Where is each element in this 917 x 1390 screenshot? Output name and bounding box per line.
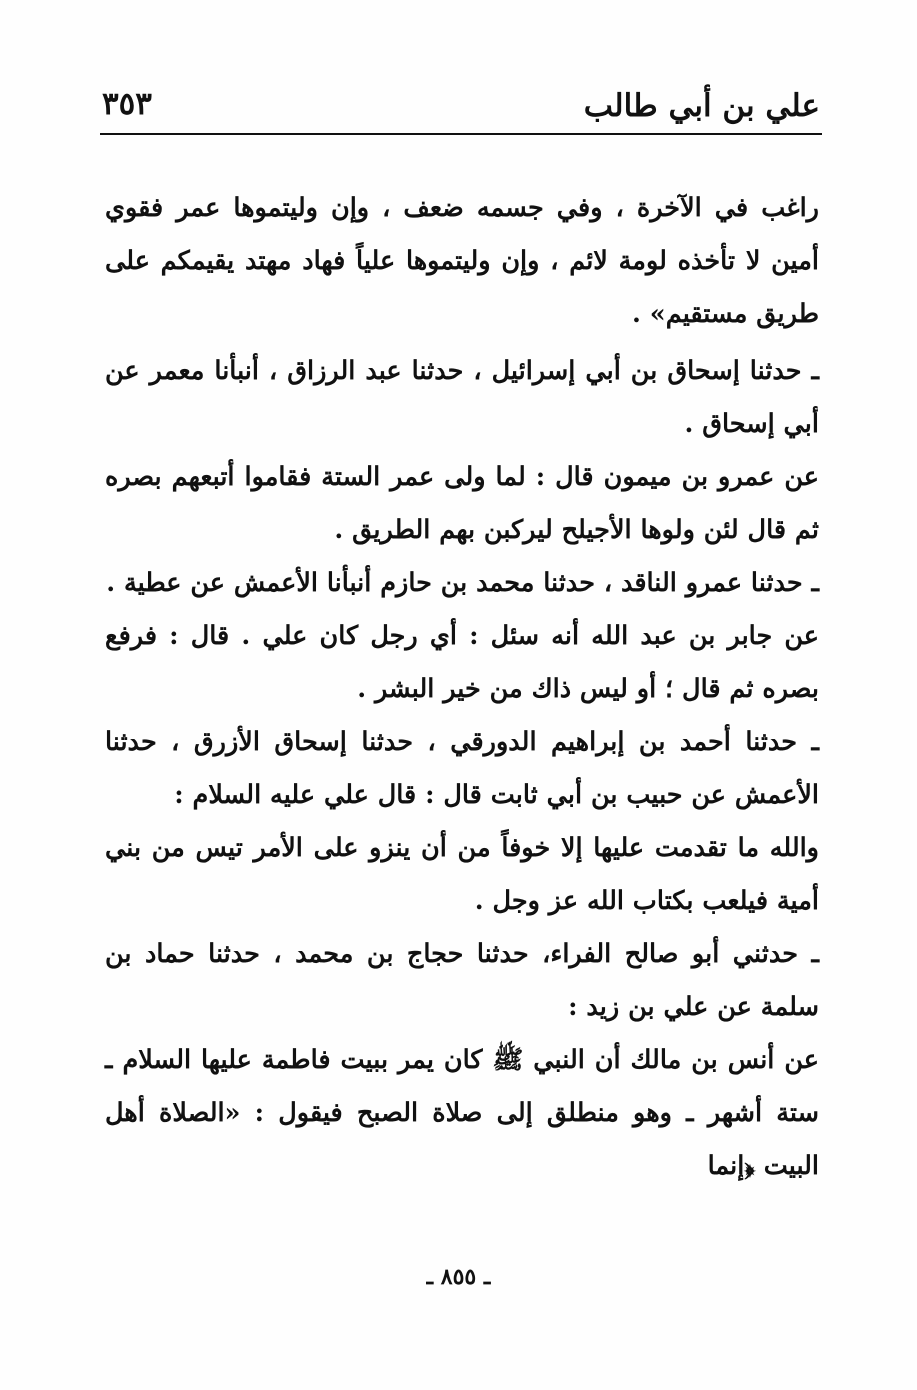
paragraph: ـ حدثنا إسحاق بن أبي إسرائيل ، حدثنا عبد الرزاق ، أنبأنا معمر عن أبي إسحاق .	[105, 356, 819, 439]
header-page-number: ٣٥٣	[102, 86, 152, 122]
paragraph: ـ حدثنا أحمد بن إبراهيم الدورقي ، حدثنا إسحاق الأزرق ، حدثنا الأعمش عن حبيب بن أبي ثابت قال : قال علي عليه السلام :	[105, 727, 819, 810]
paragraph: ـ حدثني أبو صالح الفراء، حدثنا حجاج بن محمد ، حدثنا حماد بن سلمة عن علي بن زيد :	[105, 939, 819, 1022]
header-divider	[100, 133, 822, 135]
footer-page-number: ـ ٨٥٥ ـ	[426, 1264, 491, 1290]
paragraph: عن أنس بن مالك أن النبي ﷺ كان يمر ببيت فاطمة عليها السلام ـ ستة أشهر ـ وهو منطلق إلى صلاة الصبح فيقول : «الصلاة أهل البيت ﴿إنما	[105, 1045, 819, 1181]
paragraph: راغب في الآخرة ، وفي جسمه ضعف ، وإن وليتموها عمر فقوي أمين لا تأخذه لومة لائم ، وإن وليتموها علياً فهاد مهتد يقيمكم على طريق مستقيم» .	[105, 193, 819, 329]
chapter-title: علي بن أبي طالب	[583, 88, 820, 124]
paragraph: والله ما تقدمت عليها إلا خوفاً من أن ينزو على الأمر تيس من بني أمية فيلعب بكتاب الله عز وجل .	[105, 833, 819, 916]
main-text	[105, 182, 819, 1193]
paragraph: عن عمرو بن ميمون قال : لما ولى عمر الستة فقاموا أتبعهم بصره ثم قال لئن ولوها الأجيلح ليركبن بهم الطريق .	[105, 462, 819, 545]
paragraph: عن جابر بن عبد الله أنه سئل : أي رجل كان علي . قال : فرفع بصره ثم قال ؛ أو ليس ذاك من خير البشر .	[105, 621, 819, 704]
running-header	[100, 78, 822, 134]
paragraph: ـ حدثنا عمرو الناقد ، حدثنا محمد بن حازم أنبأنا الأعمش عن عطية .	[106, 568, 819, 598]
